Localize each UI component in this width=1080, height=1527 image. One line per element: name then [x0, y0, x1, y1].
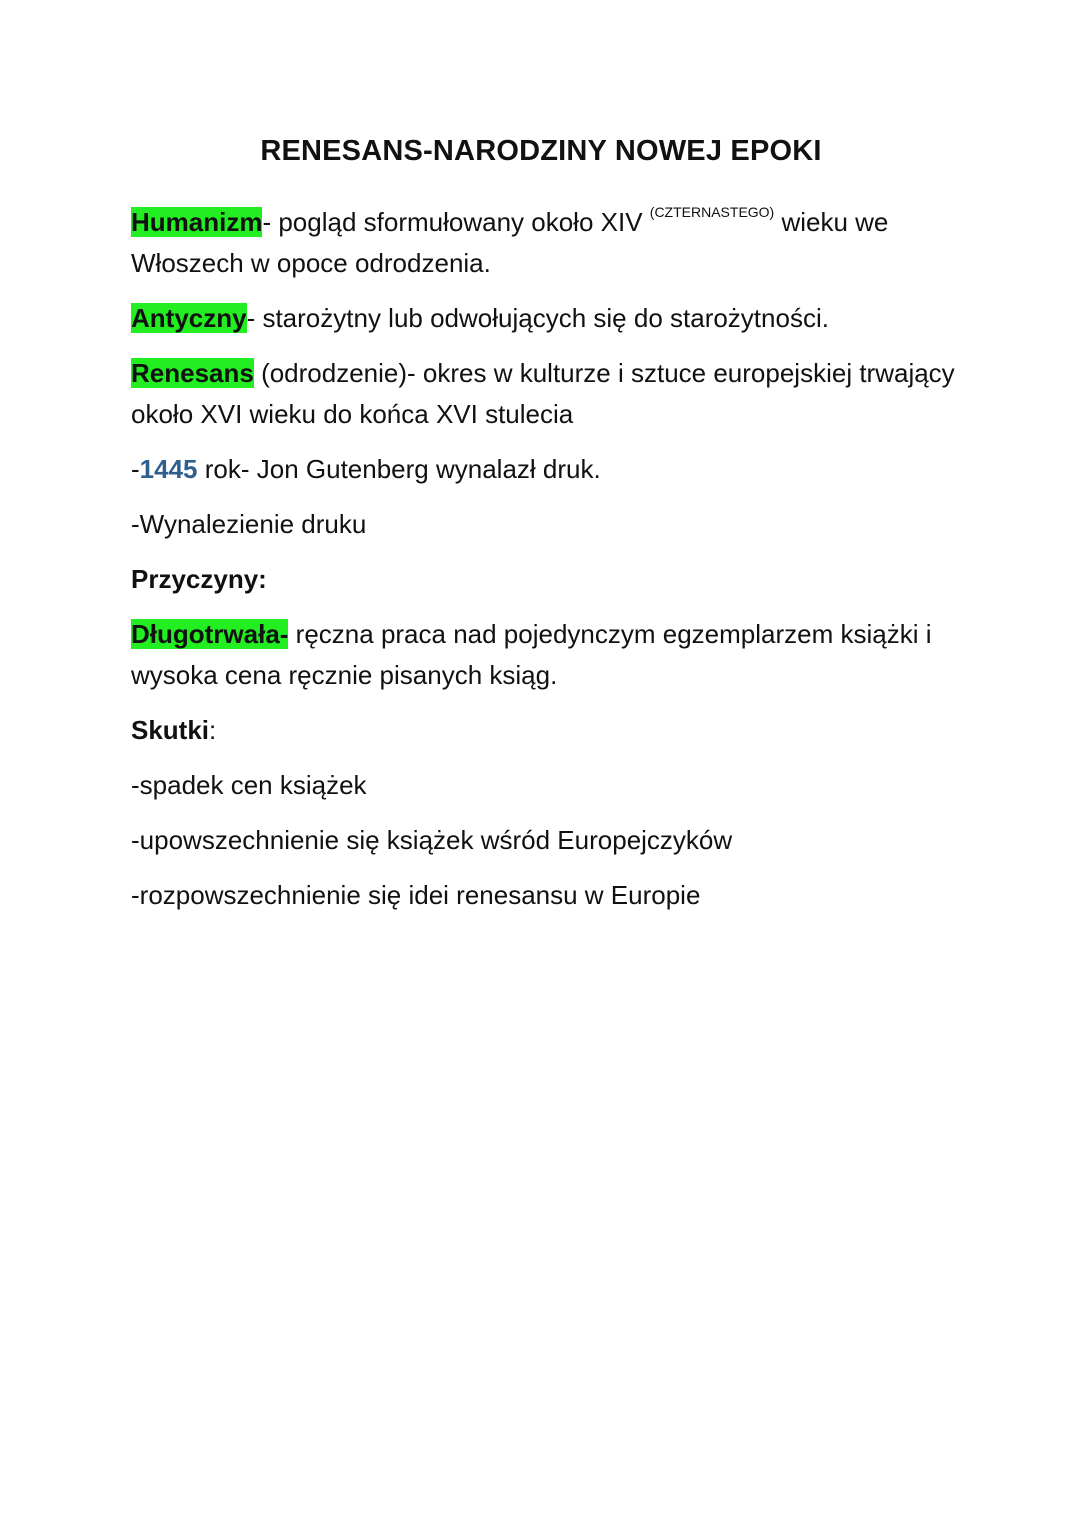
skutki-item: -upowszechnienie się książek wśród Europejczyków — [131, 825, 733, 855]
gutenberg-prefix: - — [131, 454, 140, 484]
humanizm-superscript: (CZTERNASTEGO) — [649, 204, 775, 220]
gutenberg-text: rok- Jon Gutenberg wynalazł druk. — [197, 454, 601, 484]
document-title: RENESANS-NARODZINY NOWEJ EPOKI — [260, 135, 822, 167]
highlighted-term-renesans: Renesans — [131, 358, 254, 388]
skutki-colon: : — [209, 715, 217, 745]
highlighted-term-humanizm: Humanizm — [131, 207, 263, 237]
antyczny-text: - starożytny lub odwołujących się do starożytności. — [246, 303, 829, 333]
wynalezienie-line: -Wynalezienie druku — [131, 509, 367, 539]
highlighted-term-dlugotrwala: Długotrwała- — [131, 619, 289, 649]
renesans-text: (odrodzenie)- okres w kulturze i sztuce europejskiej trwający około XVI wieku do końca XVI stulecia — [131, 358, 955, 429]
definition-dlugotrwala — [131, 614, 961, 696]
highlighted-term-antyczny: Antyczny — [131, 303, 247, 333]
przyczyny-heading: Przyczyny: — [131, 564, 267, 594]
skutki-item: -rozpowszechnienie się idei renesansu w Europie — [131, 880, 701, 910]
document-page — [131, 130, 961, 930]
definition-renesans — [131, 353, 961, 435]
definition-antyczny — [131, 298, 961, 339]
gutenberg-line — [131, 449, 961, 490]
humanizm-text: - pogląd sformułowany około XIV — [262, 207, 650, 237]
definition-humanizm — [131, 192, 961, 284]
skutki-label: Skutki — [131, 715, 210, 745]
skutki-item: -spadek cen książek — [131, 770, 367, 800]
skutki-heading — [131, 710, 961, 751]
gutenberg-year: 1445 — [139, 454, 198, 484]
humanizm-text-end: wieku we Włoszech w opoce odrodzenia. — [131, 207, 889, 278]
dlugotrwala-text: ręczna praca nad pojedynczym egzemplarzem książki i wysoka cena ręcznie pisanych ksiąg. — [131, 619, 932, 690]
